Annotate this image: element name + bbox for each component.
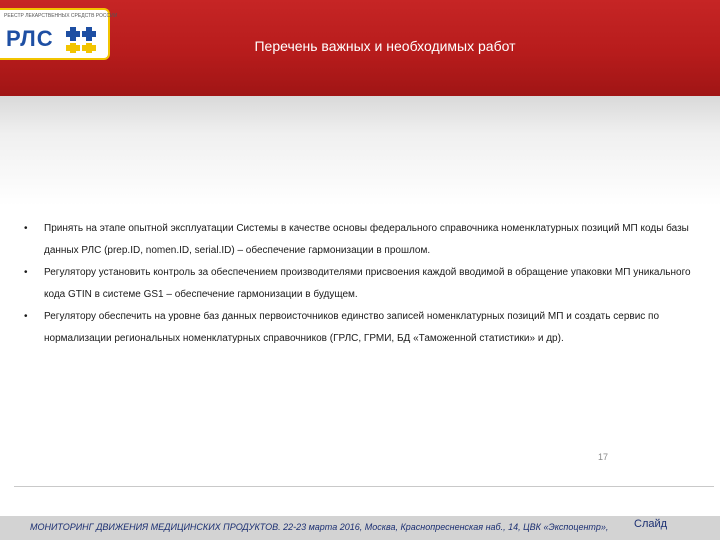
bullet-list [24,218,704,350]
footer-slide-label: Слайд [634,518,668,530]
bullet-text: Регулятору обеспечить на уровне баз данных первоисточников единство записей номенклатурных позиций МП и создать сервис по нормализации региональных номенклатурных справочников (ГРЛС, ГРМИ, БД «Таможенной статистики» и др). [44,311,660,344]
slide-number: 17 [598,452,609,462]
bullet-marker: • [24,267,28,278]
bullet-item [24,262,704,306]
bullet-marker: • [24,223,28,234]
logo-text: РЛС [6,26,54,51]
footer-text: МОНИТОРИНГ ДВИЖЕНИЯ МЕДИЦИНСКИХ ПРОДУКТОВ. 22-23 марта 2016, Москва, Краснопресненская наб., 14, ЦВК «Экспоцентр», [30,522,609,532]
bullet-text: Принять на этапе опытной эксплуатации Системы в качестве основы федерального справочника номенклатурных позиций МП коды базы данных РЛС (prep.ID, nomen.ID, serial.ID) – обеспечение гармонизации в прошлом. [44,223,689,256]
slide-title: Перечень важных и необходимых работ [254,38,516,54]
bullet-item [24,306,704,350]
bullet-marker: • [24,311,28,322]
bullet-item [24,218,704,262]
footer-divider [14,486,714,487]
bullet-text: Регулятору установить контроль за обеспечением производителями присвоения каждой вводимой в обращение упаковки МП уникального кода GTIN в системе GS1 – обеспечение гармонизации в будущем. [44,267,691,300]
header-gradient [0,96,720,206]
logo-crosses-icon [66,25,106,55]
rls-logo [0,8,118,60]
logo-tagline: РЕЕСТР ЛЕКАРСТВЕННЫХ СРЕДСТВ РОССИИ [4,13,118,19]
